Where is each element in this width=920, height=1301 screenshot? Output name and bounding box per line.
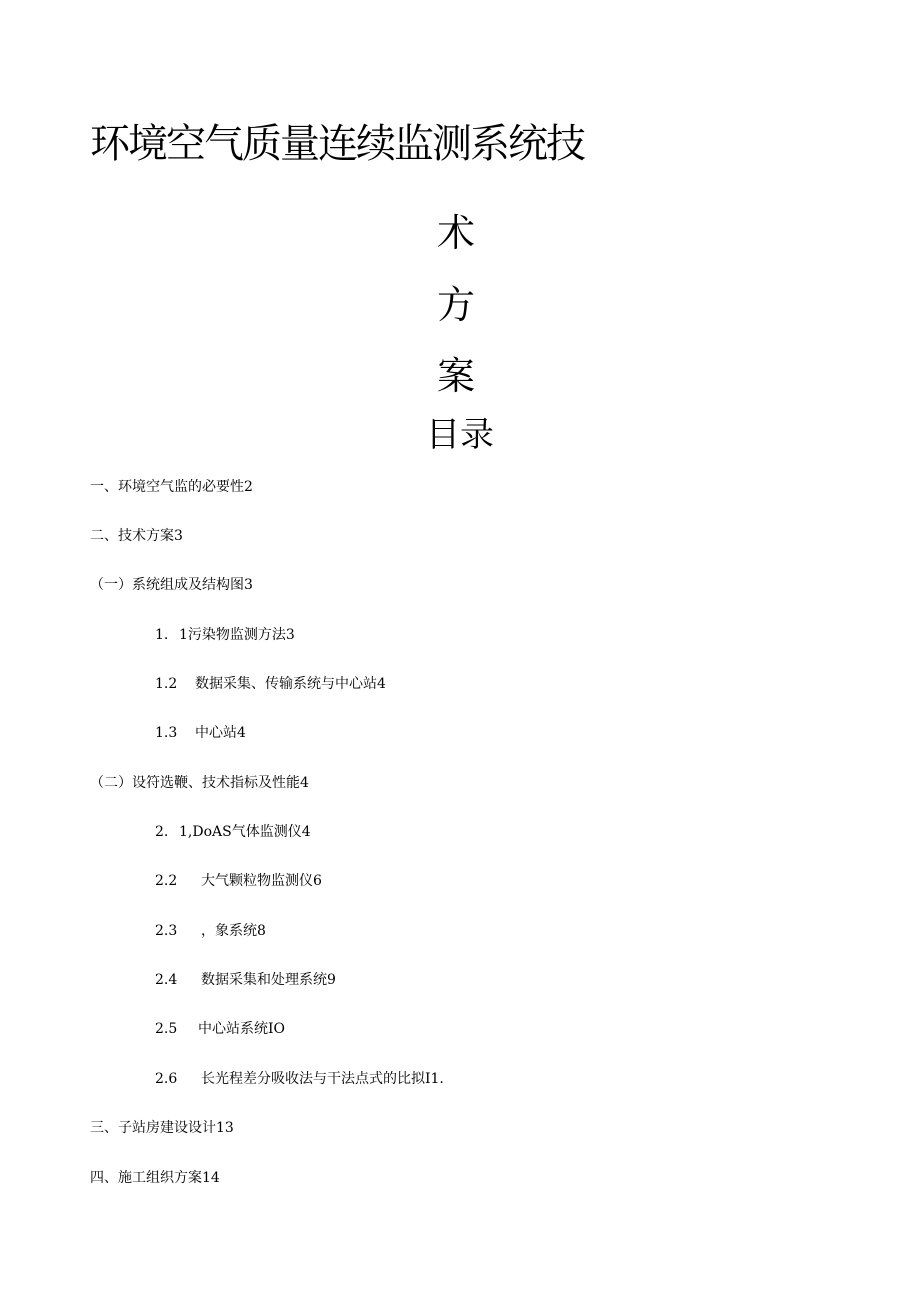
toc-entry-text: 数据采集和处理系统9 bbox=[201, 972, 336, 988]
toc-entry[interactable] bbox=[155, 924, 266, 938]
toc-entry[interactable] bbox=[155, 1072, 444, 1086]
toc-entry-text: 大气颗粒物监测仪6 bbox=[201, 873, 322, 889]
toc-entry-number: 1. bbox=[155, 627, 169, 643]
toc-heading: 目录 bbox=[426, 415, 494, 455]
toc-entry[interactable] bbox=[90, 1171, 220, 1185]
document-title: 环境空气质量连续监测系统技 bbox=[90, 121, 584, 167]
toc-entry[interactable] bbox=[90, 776, 309, 790]
toc-entry-number: 1.2 bbox=[155, 676, 178, 692]
toc-entry-text: 1,DoAS气体监测仪4 bbox=[179, 824, 311, 840]
toc-entry-number: 1.3 bbox=[155, 725, 178, 741]
document-title-char: 方 bbox=[436, 283, 475, 327]
toc-entry[interactable] bbox=[155, 677, 386, 691]
toc-entry[interactable] bbox=[155, 726, 246, 740]
toc-entry[interactable] bbox=[155, 1022, 285, 1036]
toc-entry-text: 三、子站房建设设计13 bbox=[90, 1120, 234, 1136]
toc-entry-text: 二、技术方案3 bbox=[90, 528, 183, 544]
toc-entry[interactable] bbox=[90, 1121, 234, 1135]
toc-entry-text: 数据采集、传输系统与中心站4 bbox=[195, 676, 386, 692]
toc-entry[interactable] bbox=[155, 874, 322, 888]
toc-entry-text: （二）设符选鞭、技术指标及性能4 bbox=[90, 775, 309, 791]
toc-entry[interactable] bbox=[90, 480, 253, 494]
toc-entry[interactable] bbox=[155, 973, 336, 987]
toc-entry[interactable] bbox=[90, 578, 253, 592]
toc-entry-text: （一）系统组成及结构图3 bbox=[90, 577, 253, 593]
toc-entry-text: ，象系统8 bbox=[201, 923, 266, 939]
toc-entry-text: 长光程差分吸收法与干法点式的比拟I1. bbox=[201, 1071, 444, 1087]
document-title-char: 案 bbox=[436, 354, 475, 398]
toc-entry-number: 2.4 bbox=[155, 972, 178, 988]
toc-entry[interactable] bbox=[90, 529, 183, 543]
toc-entry-text: 1污染物监测方法3 bbox=[179, 627, 295, 643]
toc-entry-number: 2.3 bbox=[155, 923, 178, 939]
toc-entry[interactable] bbox=[155, 628, 295, 642]
toc-entry-text: 中心站系统IO bbox=[198, 1021, 286, 1037]
toc-entry-text: 一、环境空气监的必要性2 bbox=[90, 479, 253, 495]
document-title-char: 术 bbox=[436, 211, 475, 255]
toc-entry[interactable] bbox=[155, 825, 311, 839]
toc-entry-number: 2.6 bbox=[155, 1071, 178, 1087]
toc-entry-text: 中心站4 bbox=[195, 725, 246, 741]
toc-entry-number: 2.2 bbox=[155, 873, 178, 889]
toc-entry-number: 2. bbox=[155, 824, 169, 840]
toc-entry-text: 四、施工组织方案14 bbox=[90, 1170, 220, 1186]
toc-entry-number: 2.5 bbox=[155, 1021, 178, 1037]
